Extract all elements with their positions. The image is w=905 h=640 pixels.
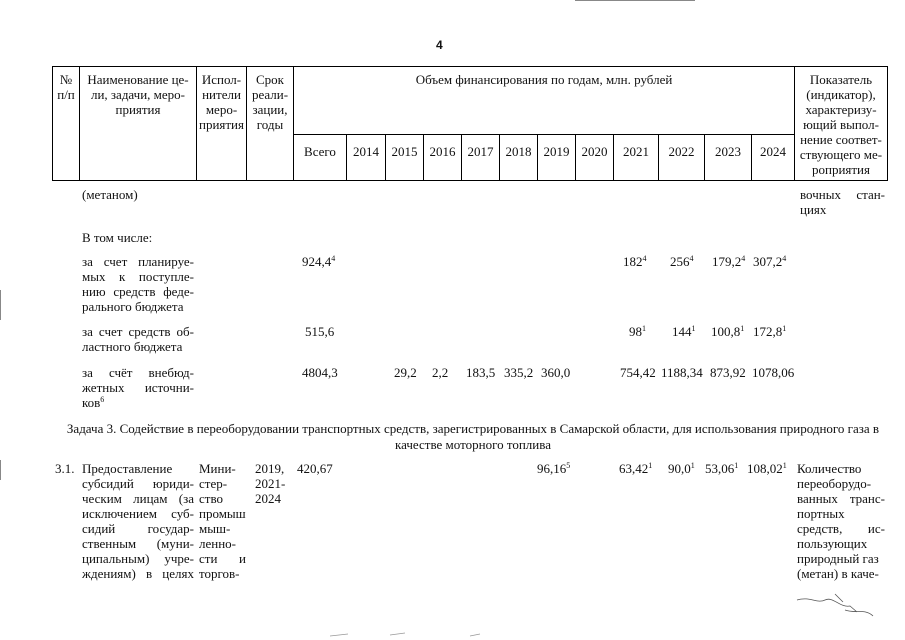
value-2023: 100,8$^1$ [711,324,745,339]
continued-name: (метаном) [82,187,138,202]
year-2016: 2016 [429,144,456,159]
value-2024: 172,8$^1$ [753,324,787,339]
value-total: 4804,3 [302,365,338,380]
year-2015: 2015 [391,144,418,159]
row-label: за счёт внебюд- жетных источни- ков$^6$ [82,365,194,410]
value-2021: $98^1$ [629,324,646,339]
value-2018: 335,2 [504,365,534,380]
task-heading: Задача 3. Содействие в переоборудовании транспортных средств, зарегистрированных в Самарской области, для использования природного газа в качестве моторного топлива [66,421,880,452]
scan-mark-top [575,0,695,1]
year-total: Всего [304,144,336,159]
header-term: Срок реали- зации, годы [251,72,289,132]
row-label: за счет средств об- ластного бюджета [82,324,194,354]
value-total: 515,6 [305,324,335,339]
value-2022: $144^1$ [672,324,696,339]
item-executor: Мини- стер- ство промыш мыш- ленно- сти и торгов- [199,461,246,581]
row-label: за счет планируе- мых к поступле- нию средств феде- рального бюджета [82,254,194,314]
year-2021: 2021 [623,144,649,159]
item-term: 2019, 2021- 2024 [255,461,286,506]
year-2020: 2020 [581,144,608,159]
header-name: Наименование це- ли, задачи, меро- приятия [87,72,189,117]
value-2024: 108,02$^1$ [747,461,787,476]
year-2022: 2022 [668,144,695,159]
value-2022: 1188,34 [661,365,703,380]
year-2014: 2014 [353,144,379,159]
value-2015: 29,2 [394,365,417,380]
value-2023: 179,2$^4$ [712,254,746,269]
value-2023: 873,92 [710,365,746,380]
header-indicator: Показатель (индикатор), характеризу- ющий выпол- нение соответ- ствующего ме- роприятия [799,72,883,177]
signature-mark [795,590,880,620]
value-2019: 96,16$^5$ [537,461,571,476]
value-2021: $182^4$ [623,254,647,269]
header-funding: Объем финансирования по годам, млн. рублей [415,72,673,87]
item-name: Предоставление субсидий юриди- ческим лицам (за исключением суб- сидий государ- ственным (муни- ципальным) учре- ждениям) в целях [82,461,194,581]
page-number: 4 [436,38,443,52]
value-total: 420,67 [297,461,333,476]
value-2022: $256^4$ [670,254,694,269]
scan-noise [330,628,550,638]
value-2016: 2,2 [432,365,449,380]
year-2018: 2018 [505,144,532,159]
value-2023: 53,06$^1$ [705,461,739,476]
value-2024: 1078,06 [752,365,795,380]
year-2024: 2024 [760,144,786,159]
item-number: 3.1. [55,461,75,476]
value-2024: 307,2$^4$ [753,254,787,269]
value-2019: 360,0 [541,365,571,380]
year-2023: 2023 [715,144,741,159]
continued-indicator: вочных стан- циях [800,187,885,217]
header-executors: Испол- нители меро- приятия [198,72,244,132]
value-total: 924,4$^4$ [302,254,336,269]
value-2022: 90,0$^1$ [668,461,695,476]
year-2017: 2017 [467,144,494,159]
value-2017: 183,5 [466,365,496,380]
item-indicator: Количество переоборудо- ванных транс- портных средств, ис- пользующих природный газ (метан) в каче- [797,461,885,581]
scan-mark-left [0,290,1,320]
value-2021: 63,42$^1$ [619,461,653,476]
value-2021: 754,42 [620,365,656,380]
header-num: № п/п [57,72,75,102]
scan-mark-left-2 [0,460,1,480]
including-label: В том числе: [82,230,153,245]
year-2019: 2019 [543,144,570,159]
